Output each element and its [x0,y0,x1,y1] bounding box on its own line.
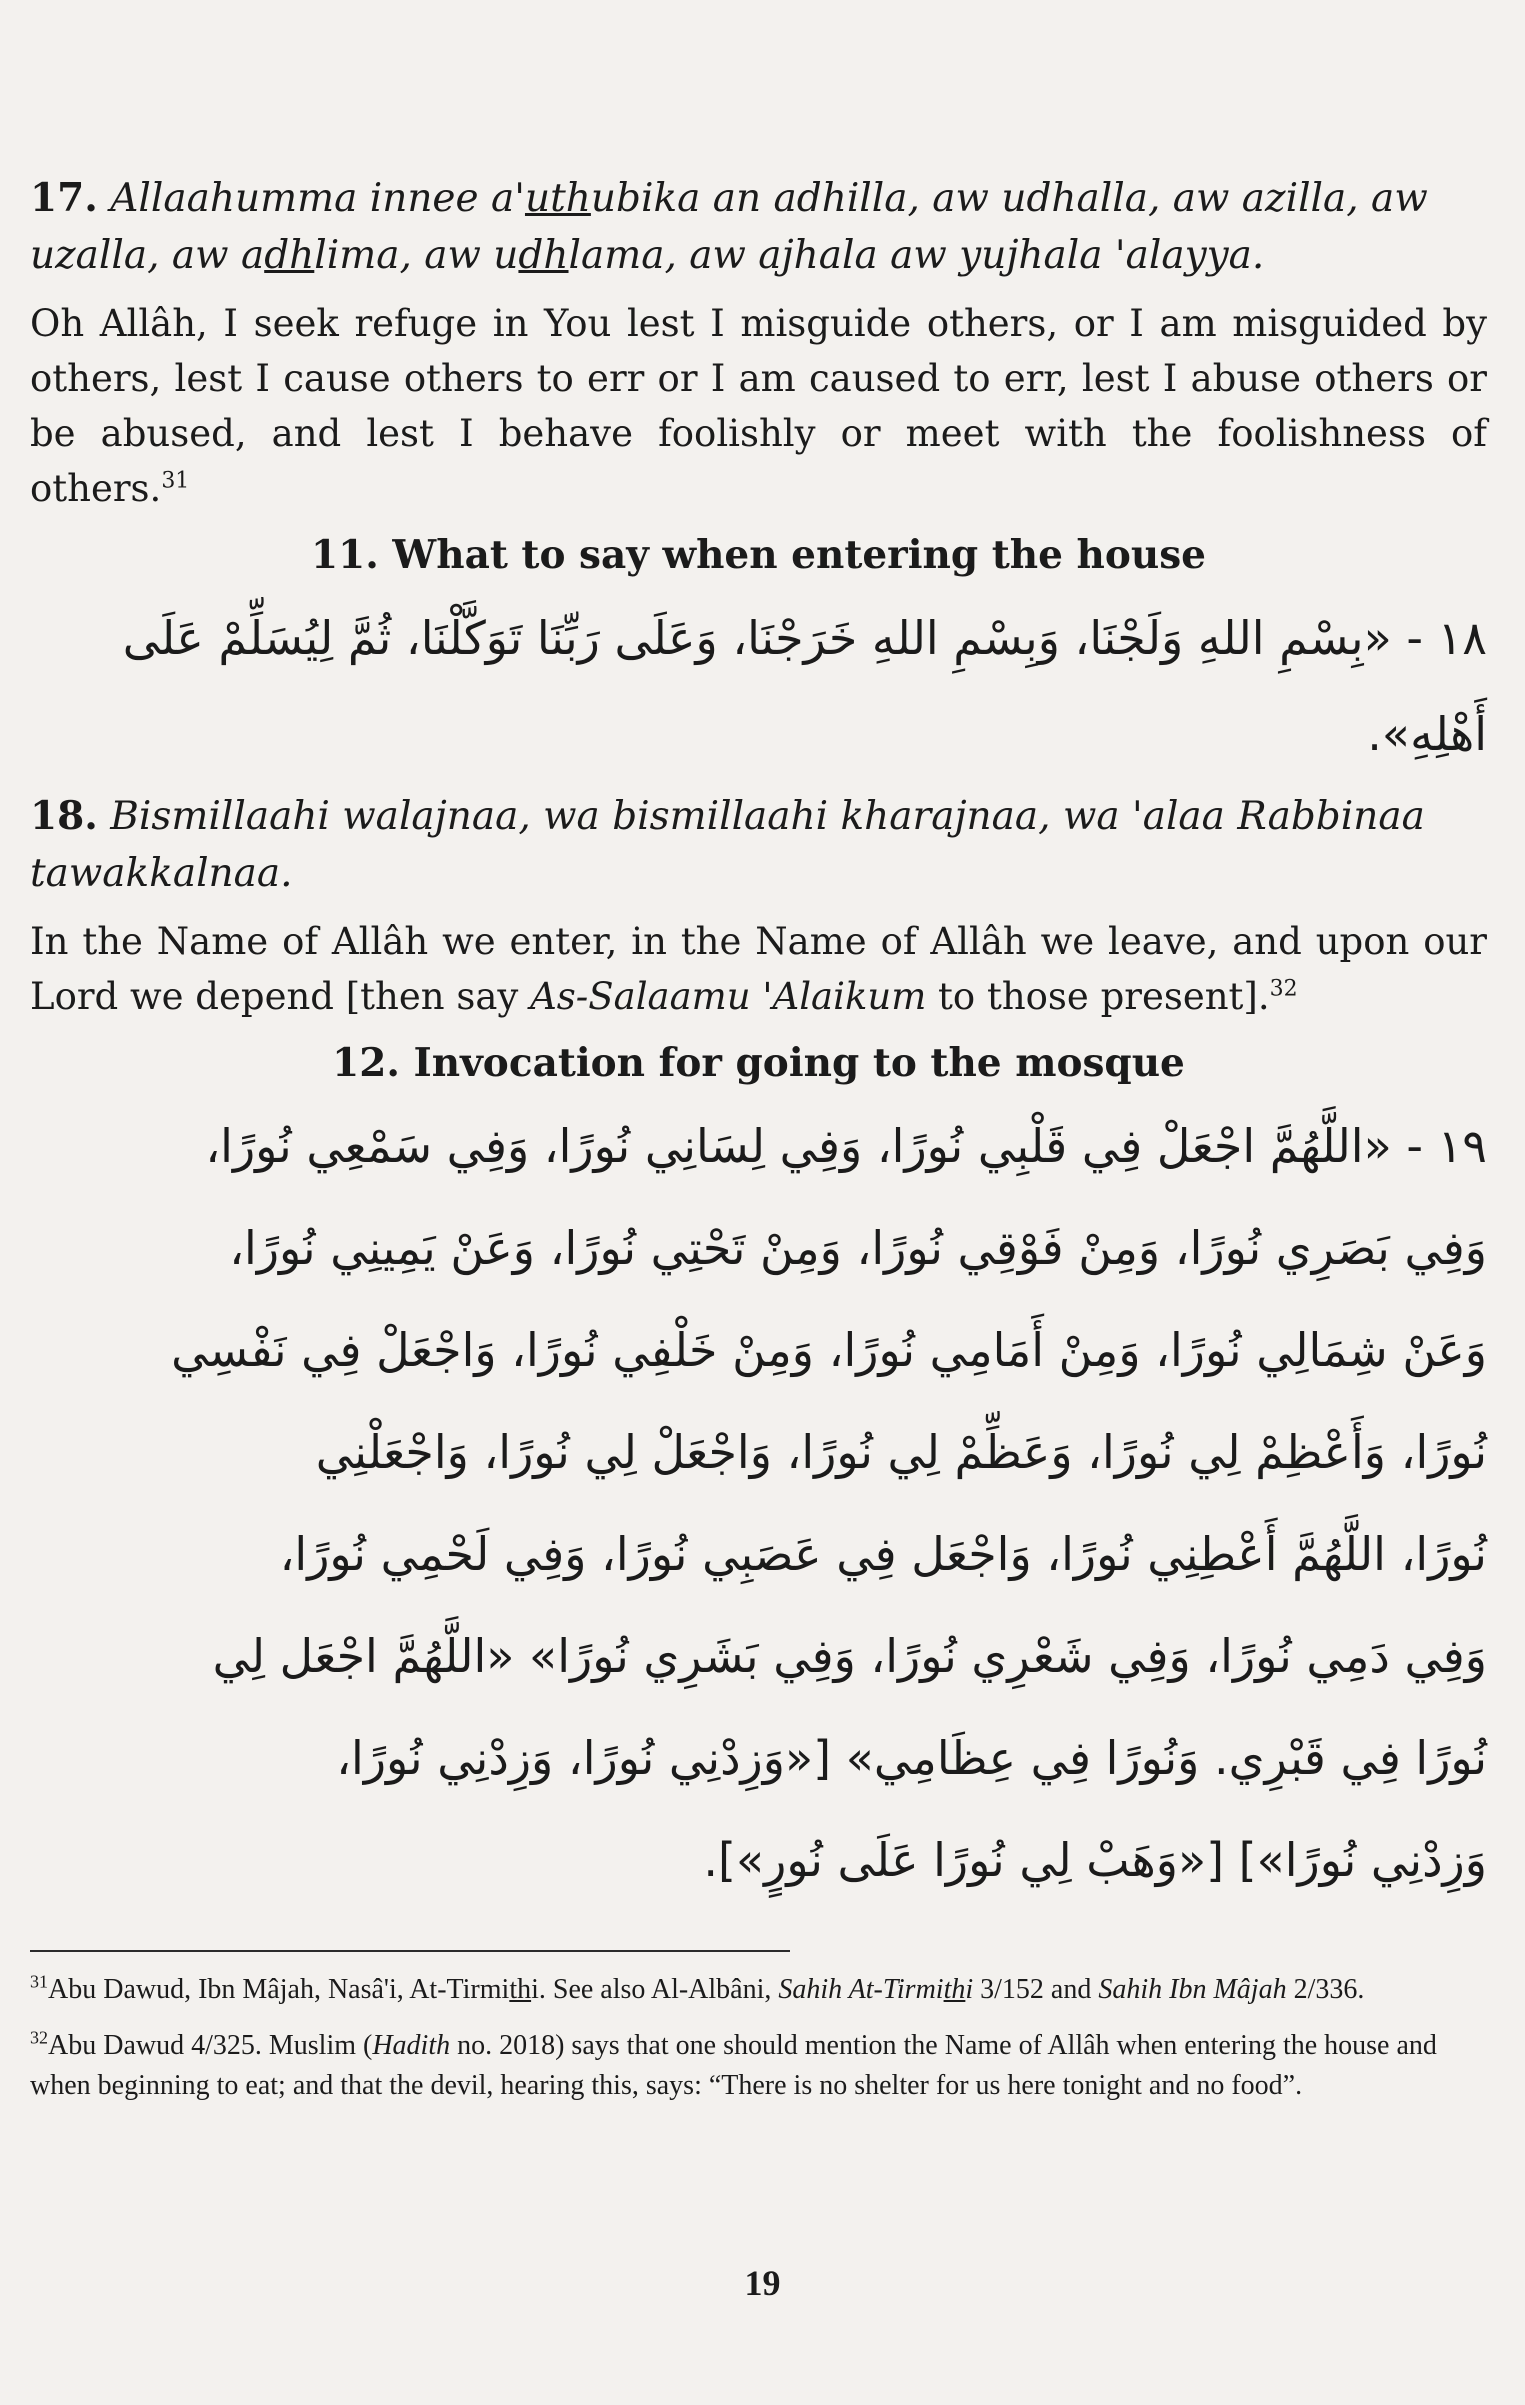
footnote-ref-32: 32 [1269,976,1298,1002]
transliteration-17: 17. Allaahumma innee a'uthubika an adhilla, aw udhalla, aw azilla, aw uzalla, aw adhlima, aw udhlama, aw ajhala aw yujhala 'alayya. [30,175,1428,278]
arabic-line: وَفِي دَمِي نُورًا، وَفِي شَعْرِي نُورًا، وَفِي بَشَرِي نُورًا» «اللَّهُمَّ اجْعَل لِي [212,1629,1487,1683]
arabic-line: ١٩ - «اللَّهُمَّ اجْعَلْ فِي قَلْبِي نُورًا، وَفِي لِسَانِي نُورًا، وَفِي سَمْعِي نُورًا، [205,1119,1487,1173]
transliteration-18: 18. Bismillaahi walajnaa, wa bismillaahi kharajnaa, wa 'alaa Rabbinaa tawakkalnaa. [30,793,1425,896]
heading-going-to-mosque: 12. Invocation for going to the mosque [332,1040,1185,1086]
footnote-31: $^{31}$Abu Dawud, Ibn Mâjah, Nasâ'i, At-Tirmithi. See also Al-Albâni, Sahih At-Tirmithi 3/152 and Sahih Ibn Mâjah 2/336. [30,1971,1365,2005]
item-number-17: 17. [30,175,98,221]
item-number-18: 18. [30,793,98,839]
arabic-line: نُورًا، اللَّهُمَّ أَعْطِنِي نُورًا، وَاجْعَل فِي عَصَبِي نُورًا، وَفِي لَحْمِي نُورًا، [279,1527,1487,1581]
arabic-line: وَزِدْنِي نُورًا»] [«وَهَبْ لِي نُورًا عَلَى نُورٍ»]. [703,1833,1487,1887]
arabic-line: نُورًا فِي قَبْرِي. وَنُورًا فِي عِظَامِي» [«وَزِدْنِي نُورًا، وَزِدْنِي نُورًا، [336,1731,1487,1785]
page-number: 19 [744,2263,781,2303]
footnote-32: $^{32}$Abu Dawud 4/325. Muslim (Hadith no. 2018) says that one should mention the Name of Allâh when entering the house and when beginning to eat; and that the devil, hearing this, says: “There is no shelter for us here tonight and no food”. [30,2027,1437,2101]
arabic-line: نُورًا، وَأَعْظِمْ لِي نُورًا، وَعَظِّمْ لِي نُورًا، وَاجْعَلْ لِي نُورًا، وَاجْعَلْنِي [315,1425,1487,1479]
footnote-divider [30,1950,790,1952]
heading-entering-house: 11. What to say when entering the house [310,532,1206,578]
arabic-line: وَعَنْ شِمَالِي نُورًا، وَمِنْ أَمَامِي نُورًا، وَمِنْ خَلْفِي نُورًا، وَاجْعَلْ فِي نَفْسِي [171,1323,1487,1377]
footnote-ref-31: 31 [161,468,190,494]
arabic-supplication-19 [30,1098,1487,1908]
translation-18: In the Name of Allâh we enter, in the Name of Allâh we leave, and upon our Lord we depend [then say As-Salaamu 'Alaikum to those present].$^{32}$ [30,920,1487,1018]
translation-17: Oh Allâh, I seek refuge in You lest I misguide others, or I am misguided by others, lest I cause others to err or I am caused to err, lest I abuse others or be abused, and lest I behave foolishly or meet with the foolishness of others.$^{31}$ [30,302,1487,510]
arabic-supplication-18: ١٨ - «بِسْمِ اللهِ وَلَجْنَا، وَبِسْمِ اللهِ خَرَجْنَا، وَعَلَى رَبِّنَا تَوَكَّلْنَا، ثُمَّ لِيُسَلِّمْ عَلَى أَهْلِهِ». [122,611,1487,761]
arabic-line: وَفِي بَصَرِي نُورًا، وَمِنْ فَوْقِي نُورًا، وَمِنْ تَحْتِي نُورًا، وَعَنْ يَمِينِي نُورًا، [229,1221,1487,1275]
